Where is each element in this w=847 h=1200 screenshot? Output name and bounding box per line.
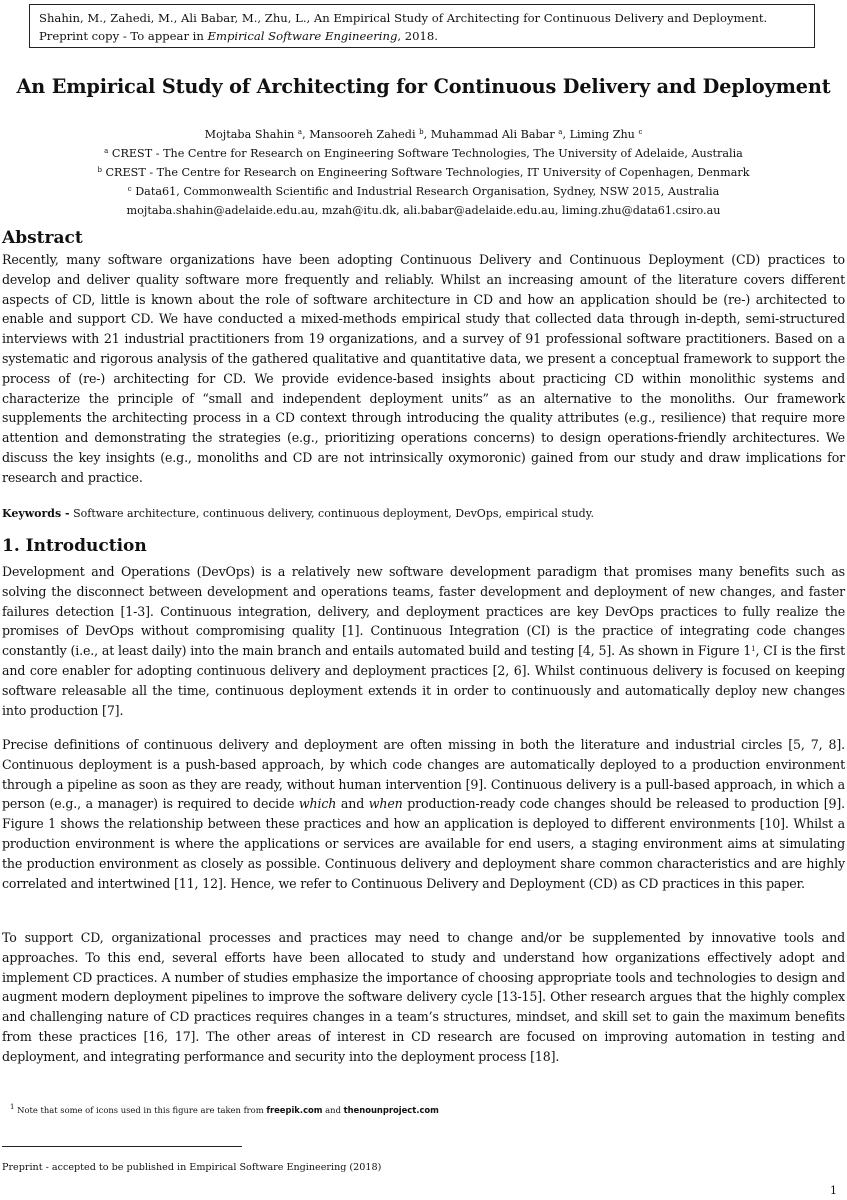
citation-line-2: Preprint copy - To appear in Empirical Software Engineering, 2018. bbox=[39, 29, 438, 43]
footnote-link-freepik: freepik.com bbox=[266, 1105, 323, 1115]
keywords-label: Keywords - bbox=[2, 507, 70, 520]
abstract-text: Recently, many software organizations have been adopting Continuous Delivery and Continuous Deployment (CD) practices to develop and deliver quality software more frequently and reliably. Whilst an increasing amount of the literature covers different aspects of CD, little is known about the role of software architecture in CD and how an application should be (re-) architected to enable and support CD. We have conducted a mixed-methods empirical study that collected data through in-depth, semi-structured interviews with 21 industrial practitioners from 19 organizations, and a survey of 91 professional software practitioners. Based on a systematic and rigorous analysis of the gathered qualitative and quantitative data, we present a conceptual framework to support the process of (re-) architecting for CD. We provide evidence-based insights about practicing CD within monolithic systems and characterize the principle of “small and independent deployment units” as an alternative to the monoliths. Our framework supplements the architecting process in a CD context through introducing the quality attributes (e.g., resilience) that require more attention and demonstrating the strategies (e.g., prioritizing operations concerns) to design operations-friendly architectures. We discuss the key insights (e.g., monoliths and CD are not intrinsically oxymoronic) gained from our study and draw implications for research and practice. bbox=[2, 252, 845, 485]
affiliation-a: $^a$ CREST - The Centre for Research on Engineering Software Technologies, The University of Adelaide, Australia bbox=[104, 147, 743, 160]
citation-box bbox=[29, 4, 815, 48]
footnote-ref[interactable]: 1 bbox=[751, 645, 756, 654]
introduction-heading: 1. Introduction bbox=[2, 536, 147, 556]
preprint-footer: Preprint - accepted to be published in Empirical Software Engineering (2018) bbox=[2, 1162, 382, 1173]
author-block bbox=[0, 125, 847, 220]
paper-title: An Empirical Study of Architecting for Continuous Delivery and Deployment bbox=[16, 75, 831, 98]
intro-paragraph-3: To support CD, organizational processes and practices may need to change and/or be supplemented by innovative tools and approaches. To this end, several efforts have been allocated to study and understand how organizations effectively adopt and implement CD practices. A number of studies emphasize the importance of choosing appropriate tools and technologies to design and augment modern deployment pipelines to improve the software delivery cycle [13-15]. Other research argues that the highly complex and challenging nature of CD practices requires changes in a team’s structures, mindset, and skill set to gain the maximum benefits from these practices [16, 17]. The other areas of interest in CD research are focused on improving automation in testing and deployment, and integrating performance and security into the deployment process [18]. bbox=[2, 930, 845, 1064]
author-names: Mojtaba Shahin $^a$, Mansooreh Zahedi $^b$, Muhammad Ali Babar $^a$, Liming Zhu $^c$ bbox=[204, 128, 643, 141]
affiliation-c: $^c$ Data61, Commonwealth Scientific and Industrial Research Organisation, Sydney, NSW 2015, Australia bbox=[127, 185, 720, 198]
page-number: 1 bbox=[830, 1184, 837, 1197]
affiliation-b: $^b$ CREST - The Centre for Research on Engineering Software Technologies, IT University of Copenhagen, Denmark bbox=[97, 166, 750, 179]
keywords bbox=[2, 505, 845, 523]
footnote: $^1$ Note that some of icons used in this figure are taken from freepik.com and thenounproject.com bbox=[10, 1103, 439, 1115]
citation-journal: Empirical Software Engineering bbox=[207, 29, 398, 43]
citation-line-1: Shahin, M., Zahedi, M., Ali Babar, M., Zhu, L., An Empirical Study of Architecting for Continuous Delivery and Deployment. bbox=[39, 11, 768, 25]
intro-paragraph-2: Precise definitions of continuous delivery and deployment are often missing in both the literature and industrial circles [5, 7, 8]. Continuous deployment is a push-based approach, by which code changes are automatically deployed to a production environment through a pipeline as soon as they are ready, without human intervention [9]. Continuous delivery is a pull-based approach, in which a person (e.g., a manager) is required to decide which and when production-ready code changes should be released to production [9]. Figure 1 shows the relationship between these practices and how an application is deployed to different environments [10]. Whilst a production environment is where the applications or services are available for end users, a staging environment aims at simulating the production environment as closely as possible. Continuous delivery and deployment share common characteristics and are highly correlated and intertwined [11, 12]. Hence, we refer to Continuous Delivery and Deployment (CD) as CD practices in this paper. bbox=[2, 737, 845, 891]
keywords-text: Software architecture, continuous delivery, continuous deployment, DevOps, empirical study. bbox=[69, 507, 594, 520]
footnote-link-nounproject: thenounproject.com bbox=[343, 1105, 439, 1115]
abstract-heading: Abstract bbox=[2, 228, 83, 248]
author-emails: mojtaba.shahin@adelaide.edu.au, mzah@itu.dk, ali.babar@adelaide.edu.au, liming.zhu@data61.csiro.au bbox=[126, 204, 721, 217]
intro-paragraph-1: Development and Operations (DevOps) is a relatively new software development paradigm that promises many benefits such as solving the disconnect between development and operations teams, faster development and deployment of new changes, and faster failures detection [1-3]. Continuous integration, delivery, and deployment practices are key DevOps practices to fully realize the promises of DevOps without compromising quality [1]. Continuous Integration (CI) is the practice of integrating code changes constantly (i.e., at least daily) into the main branch and entails automated build and testing [4, 5]. As shown in Figure $1^1$, CI is the first and core enabler for adopting continuous delivery and deployment practices [2, 6]. Whilst continuous delivery is focused on keeping software releasable all the time, continuous deployment extends it in order to continuously and automatically deploy new changes into production [7]. bbox=[2, 564, 845, 718]
footnote-rule bbox=[2, 1146, 242, 1147]
